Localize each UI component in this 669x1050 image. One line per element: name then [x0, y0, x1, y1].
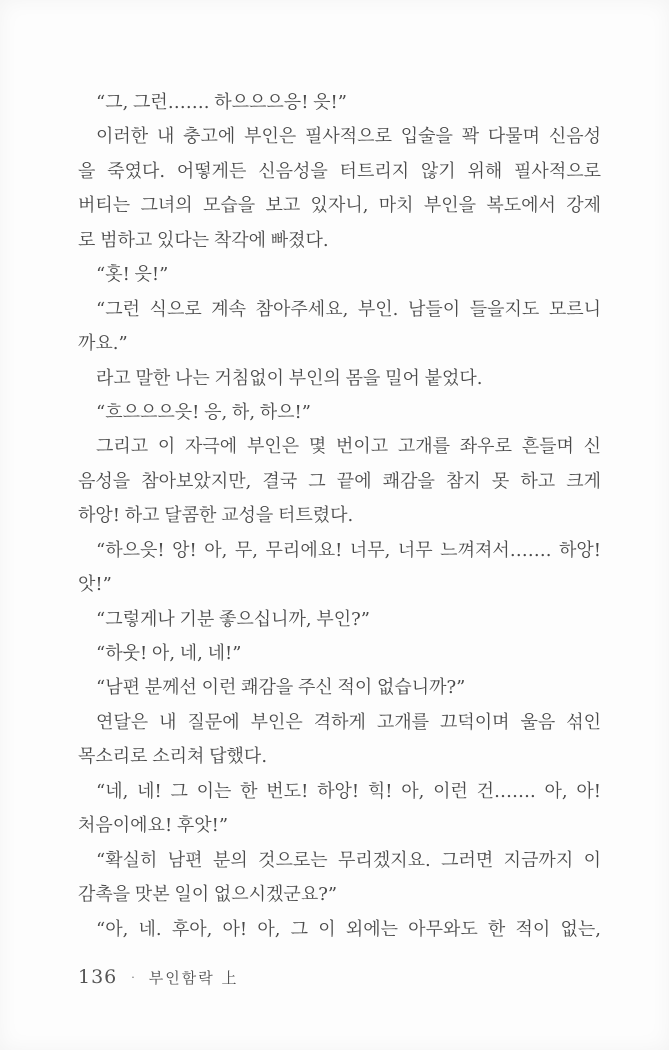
text-line: 감촉을 맛본 일이 없으시겠군요?” — [78, 884, 338, 906]
text-line: “흐으으으읏! 응, 하, 하으!” — [96, 401, 311, 423]
text-line: 음성을 참아보았지만, 결국 그 끝에 쾌감을 참지 못 하고 크게 — [78, 470, 601, 492]
text-line: “확실히 남편 분의 것으로는 무리겠지요. 그러면 지금까지 이 — [96, 849, 601, 871]
book-title: 부인함락 上 — [148, 968, 239, 987]
text-line: 라고 말한 나는 거침없이 부인의 몸을 밀어 붙었다. — [96, 367, 483, 389]
text-line: 이러한 내 충고에 부인은 필사적으로 입술을 꽉 다물며 신음성 — [96, 126, 601, 148]
text-line: “하으읏! 앙! 아, 무, 무리에요! 너무, 너무 느껴져서……. 하앙! — [96, 539, 601, 561]
text-line: 로 범하고 있다는 착각에 빠졌다. — [78, 229, 329, 251]
text-line: “하웃! 아, 네, 네!” — [96, 643, 242, 664]
text-line: 하앙! 하고 달콤한 교성을 터트렸다. — [78, 505, 354, 527]
text-line: 목소리로 소리쳐 답했다. — [78, 746, 268, 768]
text-line: “홋! 읏!” — [96, 264, 169, 286]
page-number: 136 — [78, 966, 118, 988]
text-line: “아, 네. 후아, 아! 아, 그 이 외에는 아무와도 한 적이 없는, — [96, 918, 601, 940]
text-line: “그렇게나 기분 좋으십니까, 부인?” — [96, 608, 370, 630]
text-line: 버티는 그녀의 모습을 보고 있자니, 마치 부인을 복도에서 강제 — [78, 195, 601, 217]
text-line: “네, 네! 그 이는 한 번도! 하앙! 힉! 아, 이런 건……. 아, 아! — [96, 780, 601, 802]
text-line: 을 죽였다. 어떻게든 신음성을 터트리지 않기 위해 필사적으로 — [78, 160, 601, 182]
page-footer — [78, 966, 239, 988]
text-line: 처음이에요! 후앗!” — [78, 815, 229, 837]
text-line: 연달은 내 질문에 부인은 격하게 고개를 끄덕이며 울음 섞인 — [96, 711, 601, 733]
text-line: 앗!” — [78, 574, 112, 596]
text-line: “그런 식으로 계속 참아주세요, 부인. 남들이 들을지도 모르니 — [96, 298, 601, 320]
footer-separator-dot: · — [131, 970, 135, 984]
text-line: “그, 그런……. 하으으으응! 읏!” — [96, 92, 347, 113]
text-line: 까요.” — [78, 333, 128, 355]
text-line: 그리고 이 자극에 부인은 몇 번이고 고개를 좌우로 흔들며 신 — [96, 436, 601, 458]
text-line: “남편 분께선 이런 쾌감을 주신 적이 없습니까?” — [96, 677, 466, 699]
page-text — [78, 86, 601, 947]
